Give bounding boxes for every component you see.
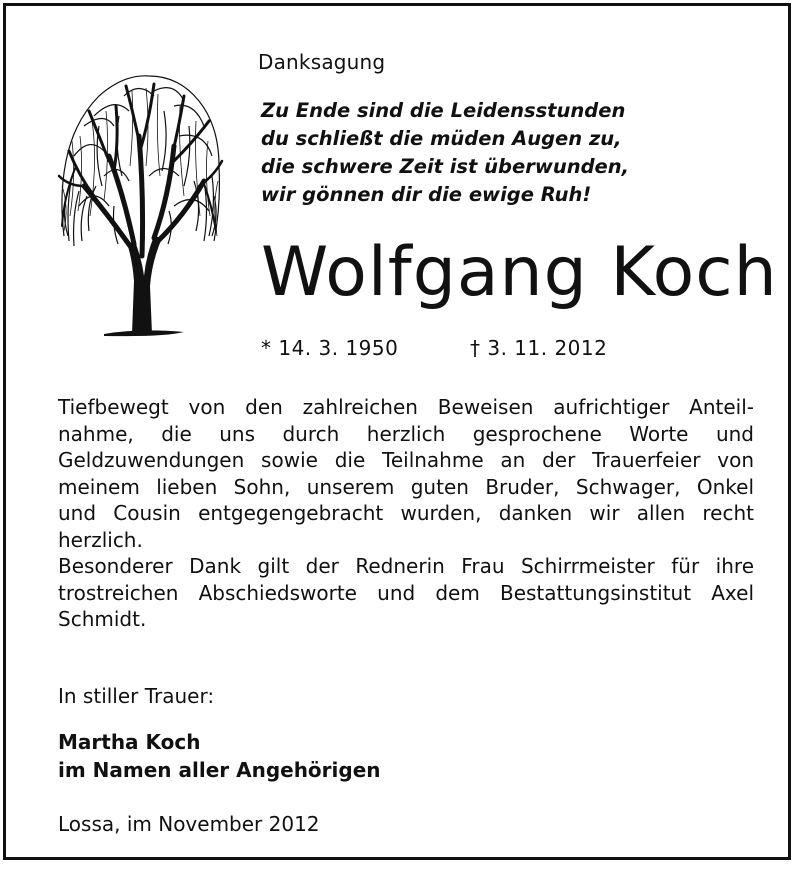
poem [261,97,629,209]
poem-line: Zu Ende sind die Leidensstunden [261,99,626,122]
death-date: † 3. 11. 2012 [470,336,608,360]
birth-date: * 14. 3. 1950 [261,336,399,360]
signer-name: Martha Koch [58,730,201,754]
poem-line: du schließt die müden Augen zu, [261,127,622,150]
obituary-frame [3,3,791,860]
body-line: nahme, die uns durch herzlich gesprochene Worte und [58,421,754,446]
body-line: Tiefbewegt von den zahlreichen Beweisen aufrichtiger Anteil- [58,395,754,419]
body-line: meinem lieben Sohn, unserem guten Bruder, Schwager, Onkel [58,474,754,499]
signers [58,728,381,784]
body-line: trostreichen Abschiedsworte und dem Bestattungsinstitut Axel [58,580,754,605]
body-line: herzlich. [58,527,143,552]
place-date: Lossa, im November 2012 [58,812,320,836]
tree-icon [54,66,224,341]
poem-line: die schwere Zeit ist überwunden, [261,155,630,178]
acknowledgement-text [58,394,754,633]
poem-line: wir gönnen dir die ewige Ruh! [261,183,592,206]
body-line: Schmidt. [58,607,147,631]
heading-title: Danksagung [258,50,386,74]
body-line: Geldzuwendungen sowie die Teilnahme an der Trauerfeier von [58,448,754,472]
signer-note: im Namen aller Angehörigen [58,758,381,782]
body-line: und Cousin entgegengebracht wurden, danken wir allen recht [58,501,754,525]
mourning-label: In stiller Trauer: [58,684,215,708]
deceased-name: Wolfgang Koch [261,233,778,312]
body-line: Besonderer Dank gilt der Rednerin Frau Schirrmeister für ihre [58,554,754,578]
